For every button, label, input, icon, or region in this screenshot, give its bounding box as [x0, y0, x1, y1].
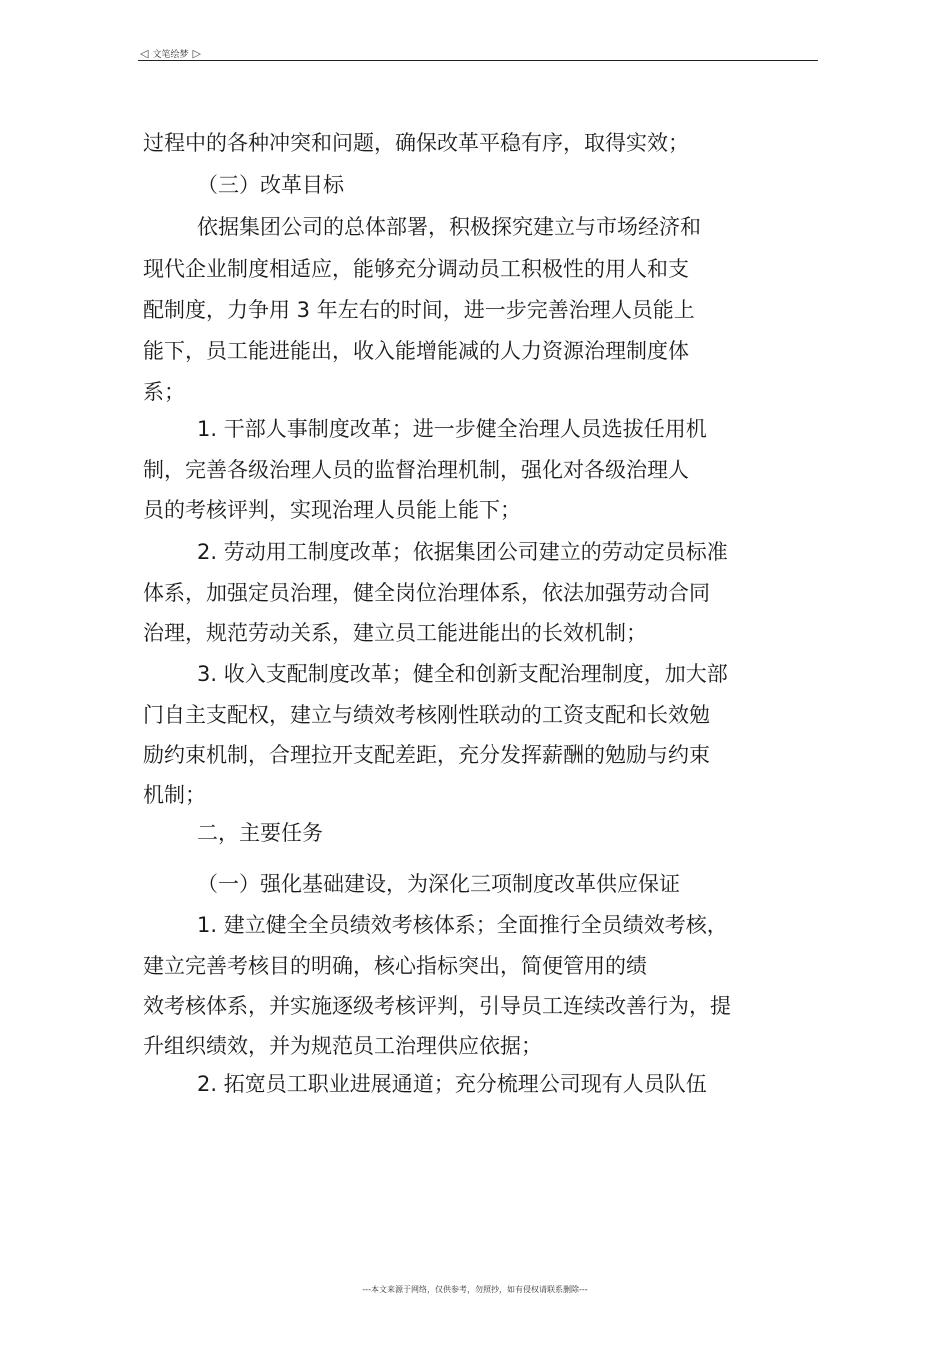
text-line: 现代企业制度相适应，能够充分调动员工积极性的用人和支 [143, 257, 689, 281]
text-line: 门自主支配权，建立与绩效考核刚性联动的工资支配和长效勉 [143, 703, 710, 727]
header-title: 文笔绘梦 [152, 49, 189, 60]
text-line: 员的考核评判，实现治理人员能上能下； [143, 498, 521, 522]
text-line: 1. 干部人事制度改革；进一步健全治理人员选拔任用机 [197, 417, 707, 441]
footer-disclaimer: ---本文来源于网络，仅供参考，勿照抄，如有侵权请联系删除--- [362, 1285, 588, 1294]
running-header [140, 45, 201, 61]
text-line: 系； [143, 380, 185, 404]
right-triangle-icon: ▷ [192, 46, 201, 60]
text-line: 效考核体系，并实施逐级考核评判，引导员工连续改善行为，提 [143, 994, 731, 1018]
text-line: 能下，员工能进能出，收入能增能减的人力资源治理制度体 [143, 339, 689, 363]
text-line: 过程中的各种冲突和问题，确保改革平稳有序，取得实效； [143, 131, 689, 155]
left-triangle-icon: ◁ [140, 46, 149, 60]
text-line: 励约束机制，合理拉开支配差距，充分发挥薪酬的勉励与约束 [143, 743, 710, 767]
text-line: 制，完善各级治理人员的监督治理机制，强化对各级治理人 [143, 458, 689, 482]
text-line: 2. 劳动用工制度改革；依据集团公司建立的劳动定员标准 [197, 540, 728, 564]
section-heading: （一）强化基础建设，为深化三项制度改革供应保证 [197, 872, 680, 896]
text-line: 2. 拓宽员工职业进展通道；充分梳理公司现有人员队伍 [197, 1072, 707, 1096]
text-line: 1. 建立健全全员绩效考核体系；全面推行全员绩效考核， [197, 913, 728, 937]
section-heading: （三）改革目标 [197, 173, 344, 197]
text-line: 建立完善考核目的明确，核心指标突出，简便管用的绩 [143, 954, 647, 978]
section-heading: 二，主要任务 [197, 821, 323, 845]
text-line: 升组织绩效，并为规范员工治理供应依据； [143, 1034, 542, 1058]
text-line: 配制度，力争用 3 年左右的时间，进一步完善治理人员能上 [143, 298, 695, 322]
text-line: 机制； [143, 783, 206, 807]
header-rule [138, 60, 818, 61]
text-line: 治理，规范劳动关系，建立员工能进能出的长效机制； [143, 621, 647, 645]
text-line: 3. 收入支配制度改革；健全和创新支配治理制度，加大部 [197, 662, 728, 686]
text-line: 体系，加强定员治理，健全岗位治理体系，依法加强劳动合同 [143, 581, 710, 605]
text-line: 依据集团公司的总体部署，积极探究建立与市场经济和 [197, 215, 701, 239]
